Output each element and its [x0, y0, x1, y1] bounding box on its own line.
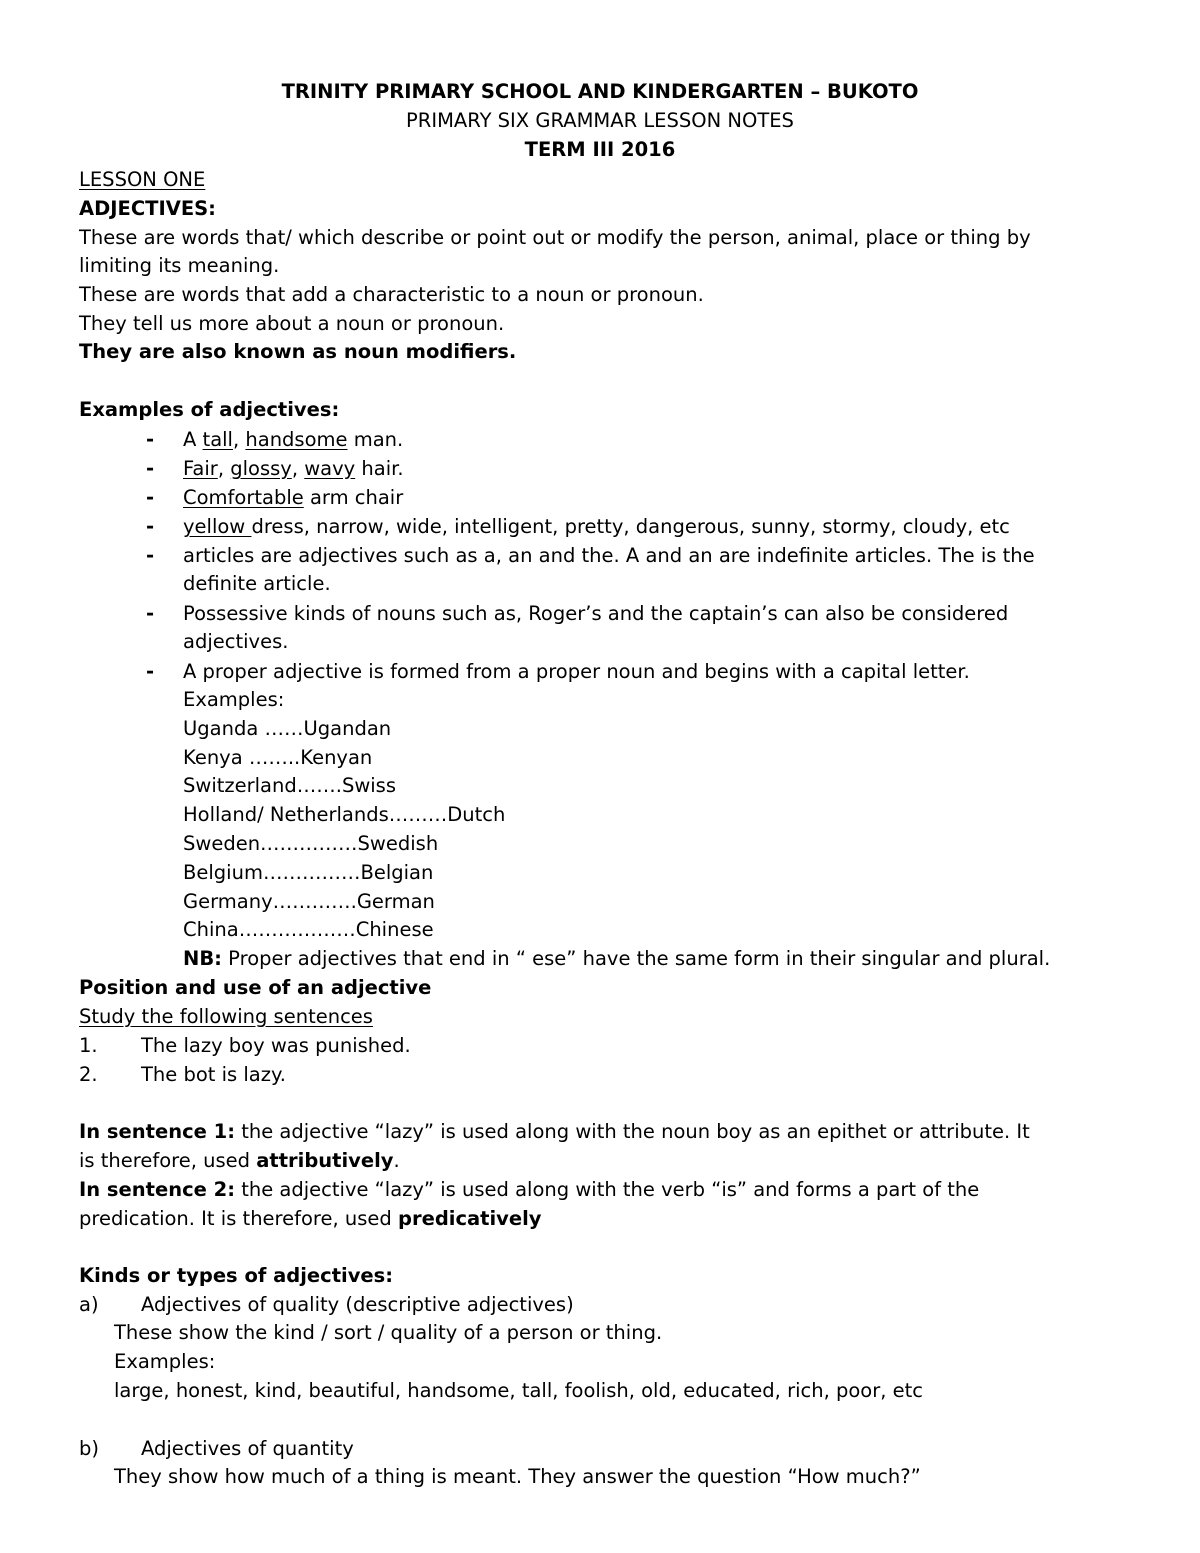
- kind-label: b): [79, 1437, 99, 1460]
- kind-examples: large, honest, kind, beautiful, handsome, tall, foolish, old, educated, rich, poor, etc: [114, 1379, 923, 1402]
- nb-note: NB: Proper adjectives that end in “ ese” have the same form in their singular and plural.: [183, 947, 1051, 970]
- proper-adjective-pair: Germany………….German: [183, 890, 435, 913]
- kind-label: a): [79, 1293, 99, 1316]
- proper-adjective-pair: Uganda ……Ugandan: [183, 717, 392, 740]
- position-heading: Position and use of an adjective: [79, 976, 432, 999]
- bullet-marker: -: [146, 660, 155, 683]
- bullet-marker: -: [146, 486, 155, 509]
- definition-line: They tell us more about a noun or pronoun.: [79, 312, 505, 335]
- sentence-number: 1.: [79, 1034, 98, 1057]
- topic-heading: ADJECTIVES:: [79, 197, 216, 220]
- explanation-line: predication. It is therefore, used predicatively: [79, 1207, 542, 1230]
- proper-adjective-pair: Sweden……………Swedish: [183, 832, 439, 855]
- explanation-line: In sentence 1: the adjective “lazy” is used along with the noun boy as an epithet or attribute. It: [79, 1120, 1030, 1143]
- example-item: articles are adjectives such as a, an and the. A and an are indefinite articles. The is the: [183, 544, 1035, 567]
- example-item: Possessive kinds of nouns such as, Roger’s and the captain’s can also be considered: [183, 602, 1009, 625]
- bullet-marker: -: [146, 602, 155, 625]
- kinds-heading: Kinds or types of adjectives:: [79, 1264, 394, 1287]
- kind-title: Adjectives of quantity: [141, 1437, 354, 1460]
- example-item: A tall, handsome man.: [183, 428, 404, 451]
- examples-label: Examples:: [183, 688, 285, 711]
- kind-description: They show how much of a thing is meant. They answer the question “How much?”: [114, 1465, 921, 1488]
- example-item: Fair, glossy, wavy hair.: [183, 457, 404, 480]
- term-title: TERM III 2016: [524, 138, 676, 161]
- proper-adjective-pair: Belgium……………Belgian: [183, 861, 434, 884]
- definition-line: These are words that add a characteristic to a noun or pronoun.: [79, 283, 704, 306]
- lesson-title: LESSON ONE: [79, 168, 206, 191]
- proper-adjective-pair: Holland/ Netherlands………Dutch: [183, 803, 506, 826]
- definition-line-bold: They are also known as noun modifiers.: [79, 340, 517, 363]
- sentence-number: 2.: [79, 1063, 98, 1086]
- sentence-text: The bot is lazy.: [141, 1063, 286, 1086]
- study-subheading: Study the following sentences: [79, 1005, 373, 1028]
- example-item: Comfortable arm chair: [183, 486, 404, 509]
- document-subtitle: PRIMARY SIX GRAMMAR LESSON NOTES: [406, 109, 794, 132]
- example-item-continued: adjectives.: [183, 630, 289, 653]
- proper-adjective-pair: China………………Chinese: [183, 918, 434, 941]
- bullet-marker: -: [146, 428, 155, 451]
- bullet-marker: -: [146, 544, 155, 567]
- school-name: TRINITY PRIMARY SCHOOL AND KINDERGARTEN – BUKOTO: [281, 80, 919, 103]
- example-item: A proper adjective is formed from a proper noun and begins with a capital letter.: [183, 660, 970, 683]
- bullet-marker: -: [146, 515, 155, 538]
- explanation-line: is therefore, used attributively.: [79, 1149, 400, 1172]
- kind-description: These show the kind / sort / quality of a person or thing.: [114, 1321, 663, 1344]
- bullet-marker: -: [146, 457, 155, 480]
- example-item: yellow dress, narrow, wide, intelligent, pretty, dangerous, sunny, stormy, cloudy, etc: [183, 515, 1010, 538]
- examples-heading: Examples of adjectives:: [79, 398, 340, 421]
- example-item-continued: definite article.: [183, 572, 331, 595]
- explanation-line: In sentence 2: the adjective “lazy” is used along with the verb “is” and forms a part of the: [79, 1178, 980, 1201]
- proper-adjective-pair: Kenya ……..Kenyan: [183, 746, 373, 769]
- kind-title: Adjectives of quality (descriptive adjectives): [141, 1293, 574, 1316]
- kind-examples-label: Examples:: [114, 1350, 216, 1373]
- definition-line: These are words that/ which describe or point out or modify the person, animal, place or thing by: [79, 226, 1031, 249]
- proper-adjective-pair: Switzerland…….Swiss: [183, 774, 397, 797]
- definition-line: limiting its meaning.: [79, 254, 280, 277]
- sentence-text: The lazy boy was punished.: [141, 1034, 411, 1057]
